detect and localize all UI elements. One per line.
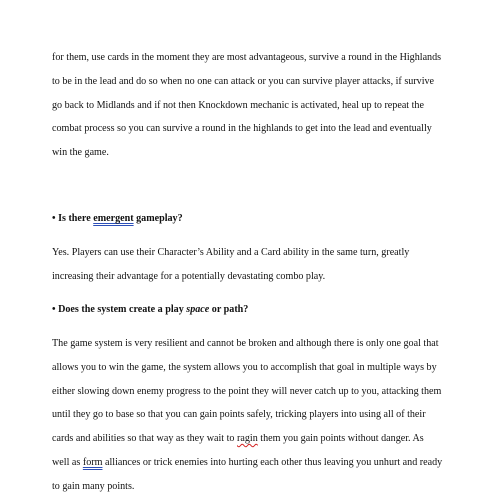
text-line: increasing their advantage for a potentially devastating combo play. [52, 270, 326, 282]
intro-paragraph [52, 51, 452, 170]
section-heading-play-space [52, 303, 452, 317]
text-line: either slowing down enemy progress to the point they will never catch up to you, attacking them [52, 385, 442, 397]
text-line: Yes. Players can use their Character’s Ability and a Card ability in the same turn, greatly [52, 247, 410, 258]
text-line: combat process so you can survive a round in the highlands to get into the lead and eventually [52, 123, 432, 135]
text-line: The game system is very resilient and cannot be broken and although there is only one goal that [52, 338, 439, 349]
text-line: to gain many points. [52, 480, 135, 492]
bullet: • [52, 213, 56, 224]
text-line: allows you to win the game, the system allows you to accomplish that goal in multiple ways by [52, 361, 437, 373]
text-line: cards and abilities so that way as they wait to ragin them you gain points without danger. As [52, 433, 424, 445]
bullet: • [52, 304, 56, 315]
spelling-flagged-word[interactable]: ragin [237, 433, 258, 445]
grammar-flagged-word[interactable]: form [82, 456, 103, 468]
grammar-flagged-word[interactable]: emergent [93, 213, 134, 224]
text-line: well as form alliances or trick enemies into hurting each other thus leaving you unhurt and ready [52, 456, 443, 468]
heading-text: Does the system create a play [55, 304, 187, 315]
section-heading-emergent [52, 212, 452, 226]
text-line: for them, use cards in the moment they are most advantageous, survive a round in the Highlands [52, 52, 442, 63]
play-space-answer-paragraph [52, 337, 452, 504]
text-line: go back to Midlands and if not then Knockdown mechanic is activated, heal up to repeat the [52, 99, 424, 111]
text-line: until they go to base so that you can gain points safely, tricking players into using all of their [52, 409, 426, 421]
heading-text: Is there [55, 213, 94, 224]
emergent-answer-paragraph [52, 246, 452, 294]
text-line: to be in the lead and do so when no one can attack or you can survive player attacks, if survive [52, 75, 435, 87]
heading-text: or path? [209, 304, 249, 315]
text-line: win the game. [52, 147, 109, 159]
heading-italic-word: space [186, 304, 210, 315]
heading-text: gameplay? [133, 213, 183, 224]
